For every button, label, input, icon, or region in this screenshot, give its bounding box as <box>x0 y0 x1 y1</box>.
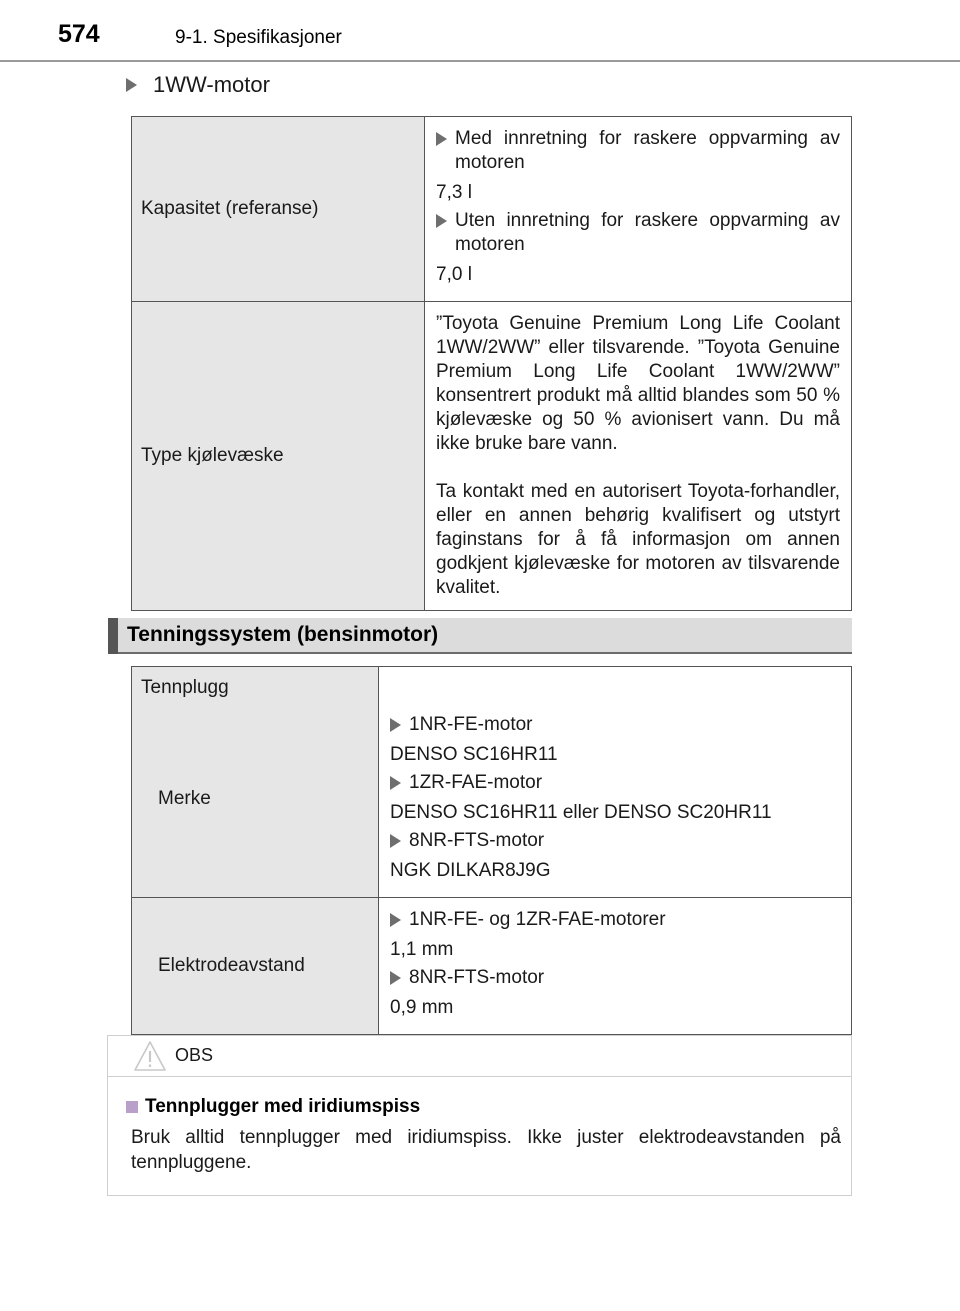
coolant-type-paragraph-2: Ta kontakt med en autorisert Toyota-forhandler, eller en annen behørig kvalifisert og utstyrt faginstans for å få informasjon om annen godkjent kjølevæske for motoren av tilsvarende kvalitet. <box>436 481 840 598</box>
brand-engine-1-value: DENSO SC16HR11 <box>390 744 558 765</box>
coolant-type-row <box>132 302 852 611</box>
gap-engine-1-text: 1NR-FE- og 1ZR-FAE-motorer <box>409 909 666 930</box>
brand-engine-3-value: NGK DILKAR8J9G <box>390 860 551 881</box>
capacity-without-heater-text: Uten innretning for raskere oppvarming av motoren <box>455 210 840 255</box>
gap-label: Elektrodeavstand <box>158 955 305 976</box>
notice-header <box>108 1036 851 1077</box>
ignition-spec-table <box>131 666 852 1035</box>
gap-row <box>132 898 852 1035</box>
triangle-bullet-icon <box>390 718 401 732</box>
capacity-with-heater <box>436 127 840 175</box>
engine-heading <box>126 72 270 98</box>
gap-engine-1-value: 1,1 mm <box>390 939 454 960</box>
capacity-without-heater-value: 7,0 l <box>436 264 472 285</box>
triangle-bullet-icon <box>436 214 447 228</box>
gap-value-cell <box>379 898 852 1035</box>
capacity-with-heater-value: 7,3 l <box>436 182 472 203</box>
brand-value-cell <box>379 667 852 898</box>
notice-label: OBS <box>175 1045 214 1065</box>
capacity-with-heater-text: Med innretning for raskere oppvarming av motoren <box>455 128 840 173</box>
header-rule <box>0 60 960 62</box>
capacity-row <box>132 117 852 302</box>
capacity-without-heater <box>436 209 840 257</box>
triangle-bullet-icon <box>390 913 401 927</box>
coolant-type-paragraph-1: ”Toyota Genuine Premium Long Life Coolant 1WW/2WW” eller tilsvarende. ”Toyota Genuine Premium Long Life Coolant 1WW/2WW” konsentrert produkt må alltid blandes som 50 % kjølevæske og 50 % avionisert vann. Du må ikke bruke bare vann. <box>436 313 840 454</box>
warning-icon <box>133 1040 167 1072</box>
page-number: 574 <box>58 20 100 48</box>
brand-engine-2-value: DENSO SC16HR11 eller DENSO SC20HR11 <box>390 802 772 823</box>
coolant-type-value-cell <box>425 302 852 611</box>
brand-label: Merke <box>158 788 211 809</box>
capacity-value-cell <box>425 117 852 302</box>
notice-box <box>107 1035 852 1196</box>
notice-title-text: Tennplugger med iridiumspiss <box>145 1096 421 1117</box>
gap-engine-1 <box>390 908 840 932</box>
triangle-bullet-icon <box>126 78 137 92</box>
gap-engine-2 <box>390 966 840 990</box>
triangle-bullet-icon <box>436 132 447 146</box>
ignition-section-heading-text: Tenningssystem (bensinmotor) <box>127 623 439 646</box>
triangle-bullet-icon <box>390 971 401 985</box>
brand-row <box>132 667 852 898</box>
gap-engine-2-value: 0,9 mm <box>390 997 454 1018</box>
brand-engine-3 <box>390 829 840 853</box>
gap-engine-2-text: 8NR-FTS-motor <box>409 967 545 988</box>
spark-plug-label: Tennplugg <box>141 677 229 698</box>
brand-engine-2-text: 1ZR-FAE-motor <box>409 772 543 793</box>
ignition-section-heading <box>108 618 852 654</box>
brand-engine-3-text: 8NR-FTS-motor <box>409 830 545 851</box>
brand-engine-1 <box>390 713 840 737</box>
gap-label-cell <box>132 898 379 1035</box>
notice-body: Bruk alltid tennplugger med iridiumspiss. Ikke juster elektrodeavstanden på tennpluggene. <box>131 1127 841 1173</box>
engine-heading-text: 1WW-motor <box>153 72 270 97</box>
capacity-label: Kapasitet (referanse) <box>132 117 425 302</box>
coolant-type-label: Type kjølevæske <box>132 302 425 611</box>
brand-engine-1-text: 1NR-FE-motor <box>409 714 533 735</box>
square-bullet-icon <box>126 1101 138 1113</box>
section-title: 9-1. Spesifikasjoner <box>175 27 342 48</box>
coolant-spec-table <box>131 116 852 611</box>
spark-plug-label-cell <box>132 667 379 898</box>
triangle-bullet-icon <box>390 834 401 848</box>
brand-engine-2 <box>390 771 840 795</box>
heading-accent-bar <box>108 618 118 654</box>
triangle-bullet-icon <box>390 776 401 790</box>
notice-title <box>126 1096 420 1118</box>
